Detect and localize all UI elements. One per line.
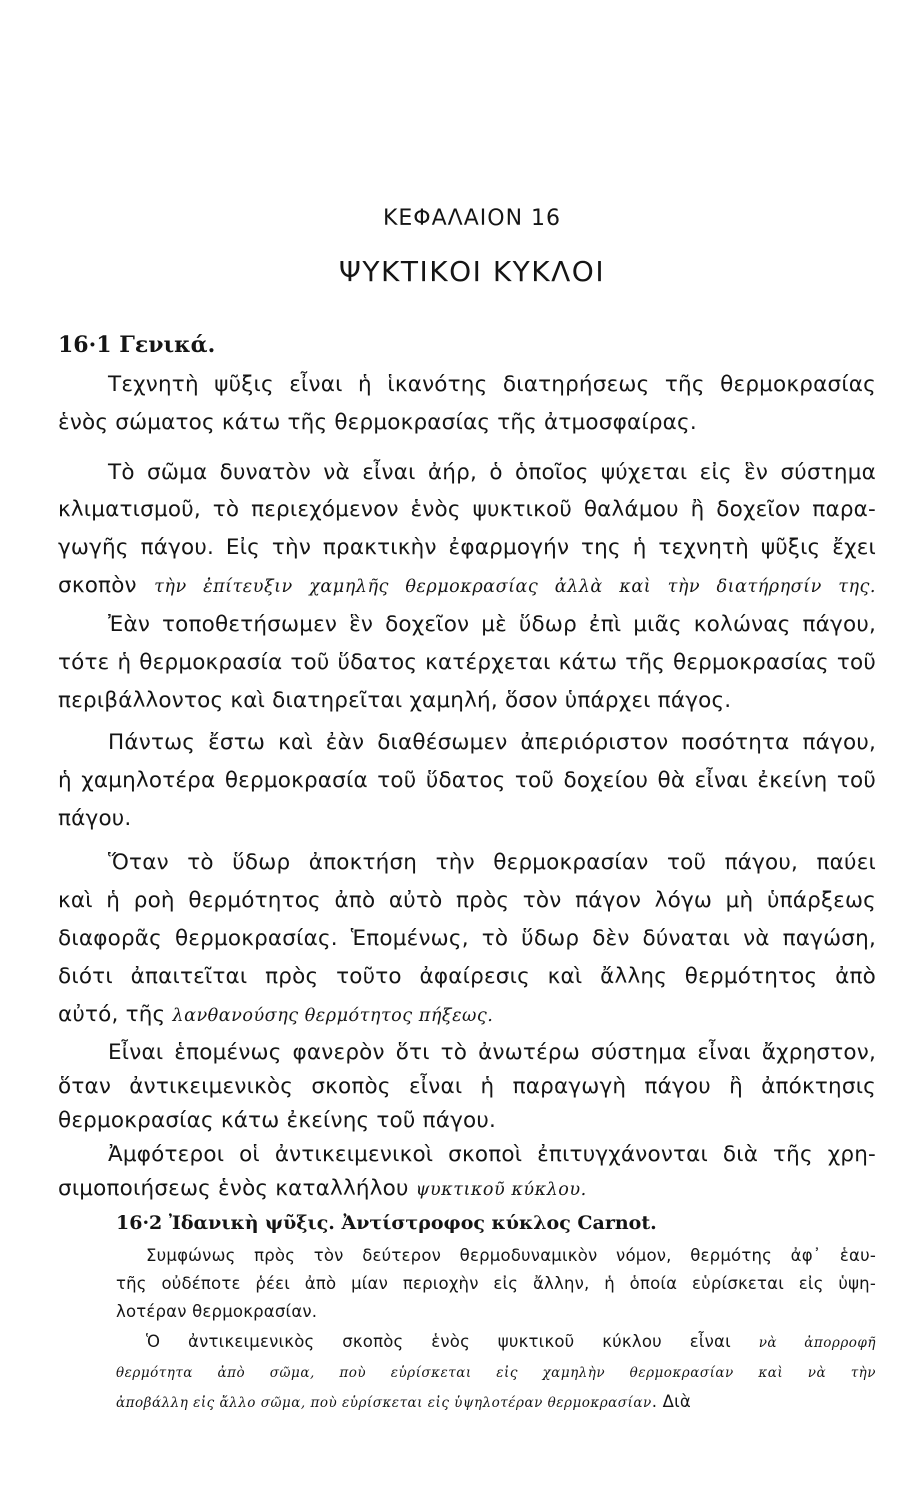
paragraph-line: διότι ἀπαιτεῖται πρὸς τοῦτο ἀφαίρεσις καὶ ἄλλης θερμότητος ἀπὸ	[58, 964, 876, 989]
paragraph-line: Πάντως ἔστω καὶ ἐὰν διαθέσωμεν ἀπεριόριστον ποσότητα πάγου,	[108, 730, 876, 755]
emphasized-text: τὴν ἐπίτευξιν χαμηλῆς θερμοκρασίας ἀλλὰ καὶ τὴν διατήρησίν της.	[154, 577, 876, 597]
line-text: αὐτό, τῆς	[58, 1002, 173, 1027]
paragraph-line: Τὸ σῶμα δυνατὸν νὰ εἶναι ἀήρ, ὁ ὁποῖος ψύχεται εἰς ἓν σύστημα	[108, 460, 876, 485]
paragraph-line	[58, 1002, 876, 1027]
paragraph-line: ὅταν ἀντικειμενικὸς σκοπὸς εἶναι ἡ παραγωγὴ πάγου ἢ ἀπόκτησις	[58, 1074, 876, 1099]
paragraph-line: Τεχνητὴ ψῦξις εἶναι ἡ ἱκανότης διατηρήσεως τῆς θερμοκρασίας	[108, 372, 876, 397]
paragraph-line: Ἐὰν τοποθετήσωμεν ἓν δοχεῖον μὲ ὕδωρ ἐπὶ μιᾶς κολώνας πάγου,	[108, 612, 876, 637]
paragraph-line: τῆς οὐδέποτε ῥέει ἀπὸ μίαν περιοχὴν εἰς ἄλλην, ἡ ὁποία εὑρίσκεται εἰς ὑψη-	[116, 1274, 876, 1293]
paragraph-line: λοτέραν θερμοκρασίαν.	[116, 1302, 318, 1321]
paragraph-line	[108, 1142, 876, 1167]
line-text: Ἀμφότεροι οἱ ἀντικειμενικοὶ σκοποὶ ἐπιτυγχάνονται διὰ τῆς χρη-	[108, 1142, 876, 1167]
paragraph-line: ἡ χαμηλοτέρα θερμοκρασία τοῦ ὕδατος τοῦ δοχείου θὰ εἶναι ἐκείνη τοῦ	[58, 768, 876, 793]
paragraph-line: καὶ ἡ ροὴ θερμότητος ἀπὸ αὐτὸ πρὸς τὸν πάγον λόγω μὴ ὑπάρξεως	[58, 888, 876, 913]
paragraph-line: κλιματισμοῦ, τὸ περιεχόμενον ἑνὸς ψυκτικοῦ θαλάμου ἢ δοχεῖον παρα-	[58, 497, 876, 522]
paragraph-line: γωγῆς πάγου. Εἰς τὴν πρακτικὴν ἐφαρμογήν της ἡ τεχνητὴ ψῦξις ἔχει	[58, 535, 876, 560]
paragraph-line: θερμοκρασίας κάτω ἐκείνης τοῦ πάγου.	[58, 1108, 497, 1133]
paragraph-line: Εἶναι ἑπομένως φανερὸν ὅτι τὸ ἀνωτέρω σύστημα εἶναι ἄχρηστον,	[108, 1040, 876, 1065]
line-text: σιμοποιήσεως ἑνὸς καταλλήλου	[58, 1176, 416, 1201]
section-heading-16-2: 16·2 Ἰδανικὴ ψῦξις. Ἀντίστροφος κύκλος Carnot.	[116, 1212, 657, 1234]
emphasized-text: λανθανούσης θερμότητος πήξεως.	[172, 1006, 494, 1026]
paragraph-line: ἑνὸς σώματος κάτω τῆς θερμοκρασίας τῆς ἀτμοσφαίρας.	[58, 410, 697, 435]
paragraph-line: Συμφώνως πρὸς τὸν δεύτερον θερμοδυναμικὸν νόμον, θερμότης ἀφ᾽ ἑαυ-	[146, 1246, 876, 1265]
paragraph-line: τότε ἡ θερμοκρασία τοῦ ὕδατος κατέρχεται κάτω τῆς θερμοκρασίας τοῦ	[58, 650, 876, 675]
section-heading-16-1: 16·1 Γενικά.	[58, 332, 216, 358]
paragraph-line	[58, 1176, 876, 1201]
line-text: . Διὰ	[651, 1392, 691, 1411]
emphasized-text: θερμότητα ἀπὸ σῶμα, ποὺ εὑρίσκεται εἰς χαμηλὴν θερμοκρασίαν καὶ νὰ τὴν	[116, 1365, 876, 1381]
emphasized-text: ἀποβάλλη εἰς ἄλλο σῶμα, ποὺ εὑρίσκεται εἰς ὑψηλοτέραν θερμοκρασίαν	[116, 1395, 652, 1411]
paragraph-line	[116, 1362, 876, 1381]
chapter-label: ΚΕΦΑΛΑΙΟΝ 16	[382, 206, 562, 231]
paragraph-line	[58, 573, 876, 598]
emphasized-text: νὰ ἀπορροφῆ	[758, 1335, 876, 1351]
chapter-title: ΨΥΚΤΙΚΟΙ ΚΥΚΛΟΙ	[338, 255, 606, 288]
paragraph-line: πάγου.	[58, 806, 132, 831]
paragraph-line: περιβάλλοντος καὶ διατηρεῖται χαμηλή, ὅσον ὑπάρχει πάγος.	[58, 688, 732, 713]
paragraph-line	[146, 1332, 876, 1351]
paragraph-line: Ὅταν τὸ ὕδωρ ἀποκτήση τὴν θερμοκρασίαν τοῦ πάγου, παύει	[108, 850, 876, 875]
emphasized-text: ψυκτικοῦ κύκλου.	[415, 1180, 587, 1200]
line-text: Ὁ ἀντικειμενικὸς σκοπὸς ἑνὸς ψυκτικοῦ κύκλου εἶναι	[146, 1332, 759, 1351]
paragraph-line: διαφορᾶς θερμοκρασίας. Ἑπομένως, τὸ ὕδωρ δὲν δύναται νὰ παγώση,	[58, 926, 876, 951]
paragraph-line	[116, 1392, 876, 1411]
line-text: σκοπὸν	[58, 573, 155, 598]
